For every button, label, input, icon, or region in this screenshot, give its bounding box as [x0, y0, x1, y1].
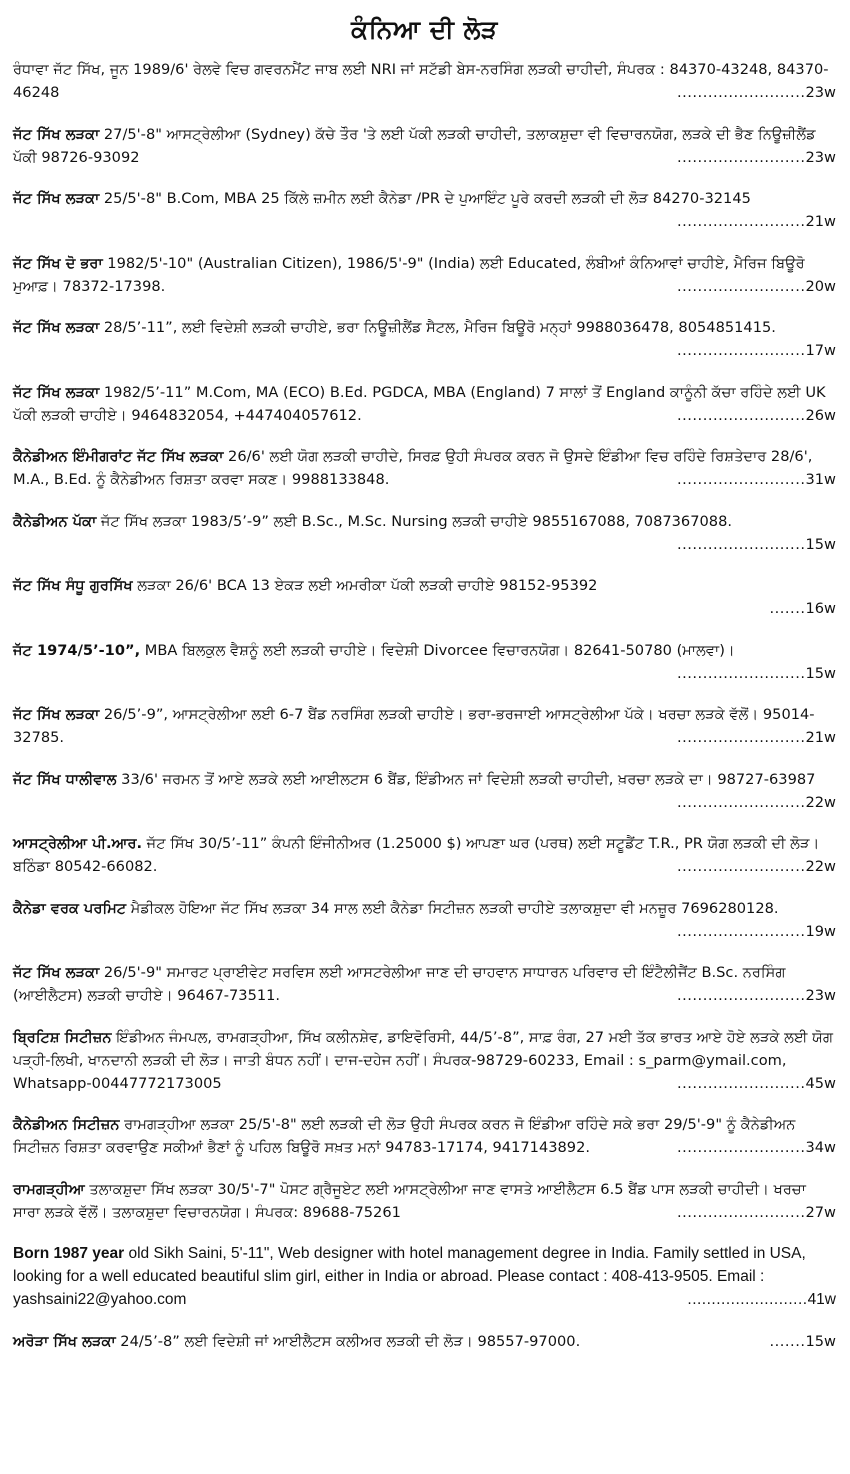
ad-body: MBA ਬਿਲਕੁਲ ਵੈਸ਼ਨੂੰ ਲਈ ਲੜਕੀ ਚਾਹੀਏ। ਵਿਦੇਸ਼ੀ Divorcee ਵਿਚਾਰਨਯੋਗ। 82641-50780 (ਮਾਲਵਾ)।	[140, 641, 735, 659]
ad-text	[13, 513, 732, 553]
ad-text	[13, 190, 751, 230]
ad-lead: ਕੈਨੇਡੀਅਨ ਸਿਟੀਜ਼ਨ	[13, 1116, 120, 1133]
ad-lead: ਬ੍ਰਿਟਿਸ਼ ਸਿਟੀਜ਼ਨ	[13, 1028, 112, 1046]
ad-code	[673, 662, 836, 685]
ad-code-value: 23w	[805, 987, 836, 1004]
ad-body: ਤਲਾਕਸ਼ੁਦਾ ਸਿੱਖ ਲੜਕਾ 30/5'-7" ਪੋਸਟ ਗ੍ਰੈਜੂਏਟ ਲਈ ਆਸਟ੍ਰੇਲੀਆ ਜਾਣ ਵਾਸਤੇ ਆਈਲੈਟਸ 6.5 ਬੈਂਡ ਪਾਸ ਲੜਕੀ ਚਾਹੀਦੀ। ਖਰਚਾ ਸਾਰਾ ਲੜਕੇ ਵੱਲੋਂ। ਤਲਾਕਸ਼ੁਦਾ ਵਿਚਾਰਨਯੋਗ। ਸੰਪਰਕ: 89688-75261	[13, 1180, 806, 1221]
classified-ad	[13, 1242, 836, 1311]
page-title: ਕੰਨਿਆ ਦੀ ਲੋੜ	[351, 15, 498, 44]
classified-ad	[13, 1330, 836, 1353]
ad-code	[673, 468, 836, 491]
classified-ad	[13, 58, 836, 104]
ad-code-value: 21w	[805, 213, 836, 230]
ad-body: 1982/5'-10" (Australian Citizen), 1986/5'-9" (India) ਲਈ Educated, ਲੰਬੀਆਂ ਕੰਨਿਆਵਾਂ ਚਾਹੀਏ, ਮੈਰਿਜ ਬਿਊਰੋ ਮੁਆਫ਼। 78372-17398.	[13, 254, 805, 295]
ad-code-value: 16w	[805, 600, 836, 617]
ad-lead: ਅਰੋੜਾ ਸਿੱਖ ਲੜਕਾ	[13, 1332, 116, 1350]
leader-dots: .........................	[677, 664, 806, 682]
ad-code-value: 45w	[805, 1074, 836, 1092]
ad-lead: ਜੱਟ ਸਿੱਖ ਸੰਧੂ ਗੁਰਸਿੱਖ	[13, 577, 133, 594]
ad-code	[766, 1330, 837, 1353]
ad-code-value: 31w	[805, 471, 836, 488]
ad-body: 26/5’-9”, ਆਸਟ੍ਰੇਲੀਆ ਲਈ 6-7 ਬੈਂਡ ਨਰਸਿੰਗ ਲੜਕੀ ਚਾਹੀਏ। ਭਰਾ-ਭਰਜਾਈ ਆਸਟ੍ਰੇਲੀਆ ਪੱਕੇ। ਖਰਚਾ ਲੜਕੇ ਵੱਲੋਂ। 95014-32785.	[13, 706, 815, 746]
ad-text	[13, 577, 597, 617]
classified-ad	[13, 316, 836, 362]
ad-lead: ਜੱਟ ਸਿੱਖ ਲੜਕਾ	[13, 383, 100, 401]
ad-code-value: 17w	[805, 342, 836, 359]
ad-lead: Born 1987 year	[13, 1245, 125, 1262]
ad-body: ਲੜਕਾ 26/6' BCA 13 ਏਕੜ ਲਈ ਅਮਰੀਕਾ ਪੱਕੀ ਲੜਕੀ ਚਾਹੀਏ 98152-95392	[132, 577, 598, 594]
ad-body: ਜੱਟ ਸਿੱਖ 30/5’-11” ਕੰਪਨੀ ਇੰਜੀਨੀਅਰ (1.25000 $) ਆਪਣਾ ਘਰ (ਪਰਥ) ਲਈ ਸਟੂਡੈਂਟ T.R., PR ਯੋਗ ਲੜਕੀ ਦੀ ਲੋੜ। ਬਠਿੰਡਾ 80542-66082.	[13, 835, 820, 875]
leader-dots: .........................	[677, 729, 806, 746]
ad-code	[673, 146, 836, 169]
ad-body: 24/5’-8” ਲਈ ਵਿਦੇਸ਼ੀ ਜਾਂ ਆਈਲੈਟਸ ਕਲੀਅਰ ਲੜਕੀ ਦੀ ਲੋੜ। 98557-97000.	[115, 1332, 581, 1350]
ad-lead: ਜੱਟ ਸਿੱਖ ਲੜਕਾ	[13, 706, 100, 723]
ad-code	[766, 597, 837, 620]
leader-dots: .......	[769, 1332, 806, 1350]
leader-dots: .........................	[677, 277, 806, 295]
ad-lead: ਜੱਟ ਸਿੱਖ ਦੋ ਭਰਾ	[13, 254, 103, 272]
classified-ad	[13, 123, 836, 169]
ad-code-value: 15w	[805, 535, 836, 553]
ad-body: 26/5'-9" ਸਮਾਰਟ ਪ੍ਰਾਈਵੇਟ ਸਰਵਿਸ ਲਈ ਆਸਟਰੇਲੀਆ ਜਾਣ ਦੀ ਚਾਹਵਾਨ ਸਾਧਾਰਨ ਪਰਿਵਾਰ ਦੀ ਇੰਟੈਲੀਜੈਂਟ B.Sc. ਨਰਸਿੰਗ (ਆਈਲੈਟਸ) ਲੜਕੀ ਚਾਹੀਏ। 96467-73511.	[13, 964, 786, 1004]
ad-code-value: 19w	[805, 922, 836, 940]
ad-lead: ਜੱਟ 1974/5’-10”,	[13, 641, 141, 659]
ad-code	[673, 275, 836, 298]
classified-ad	[13, 639, 836, 685]
classified-ad	[13, 1178, 836, 1224]
classified-ad	[13, 961, 836, 1007]
leader-dots: .........................	[687, 1291, 808, 1308]
ad-body: 27/5'-8" ਆਸਟ੍ਰੇਲੀਆ (Sydney) ਕੱਚੇ ਤੌਰ 'ਤੇ ਲਈ ਪੱਕੀ ਲੜਕੀ ਚਾਹੀਦੀ, ਤਲਾਕਸ਼ੁਦਾ ਵੀ ਵਿਚਾਰਨਯੋਗ, ਲੜਕੇ ਦੀ ਭੈਣ ਨਿਊਜ਼ੀਲੈਂਡ ਪੱਕੀ 98726-93092	[13, 125, 816, 166]
ad-code	[673, 984, 836, 1007]
ad-code	[673, 533, 836, 556]
leader-dots: .........................	[677, 342, 806, 359]
ad-body: ਜੱਟ ਸਿੱਖ ਲੜਕਾ 1983/5’-9” ਲਈ B.Sc., M.Sc. Nursing ਲੜਕੀ ਚਾਹੀਏ 9855167088, 7087367088.	[96, 512, 732, 530]
leader-dots: .........................	[677, 535, 806, 553]
leader-dots: .......	[769, 600, 806, 617]
ad-body: 26/6' ਲਈ ਯੋਗ ਲੜਕੀ ਚਾਹੀਦੇ, ਸਿਰਫ਼ ਉਹੀ ਸੰਪਰਕ ਕਰਨ ਜੋ ਉਸਦੇ ਇੰਡੀਆ ਵਿਚ ਰਹਿੰਦੇ ਰਿਸ਼ਤੇਦਾਰ 28/6', M.A., B.Ed. ਨੂੰ ਕੈਨੇਡੀਅਨ ਰਿਸ਼ਤਾ ਕਰਵਾ ਸਕਣ। 9988133848.	[13, 448, 813, 488]
ad-code-value: 23w	[805, 148, 836, 166]
ad-body: ਇੰਡੀਅਨ ਜੰਮਪਲ, ਰਾਮਗੜ੍ਹੀਆ, ਸਿੱਖ ਕਲੀਨਸ਼ੇਵ, ਡਾਇਵੋਰਿਸੀ, 44/5’-8”, ਸਾਫ਼ ਰੰਗ, 27 ਮਈ ਤੱਕ ਭਾਰਤ ਆਏ ਹੋਏ ਲੜਕੇ ਲਈ ਯੋਗ ਪੜ੍ਹੀ-ਲਿਖੀ, ਖਾਨਦਾਨੀ ਲੜਕੀ ਦੀ ਲੋੜ। ਜਾਤੀ ਬੰਧਨ ਨਹੀਂ। ਦਾਜ-ਦਹੇਜ ਨਹੀਂ। ਸੰਪਰਕ-98729-60233, Email : s_parm@ymail.com, Whatsapp-00447772173005	[13, 1028, 834, 1092]
ad-text	[13, 642, 735, 682]
leader-dots: .........................	[677, 148, 806, 166]
ad-body: ਰਾਮਗੜ੍ਹੀਆ ਲੜਕਾ 25/5'-8" ਲਈ ਲੜਕੀ ਦੀ ਲੋੜ ਉਹੀ ਸੰਪਰਕ ਕਰਨ ਜੋ ਇੰਡੀਆ ਰਹਿੰਦੇ ਸਕੇ ਭਰਾ 29/5'-9" ਨੂੰ ਕੈਨੇਡੀਅਨ ਸਿਟੀਜ਼ਨ ਰਿਸ਼ਤਾ ਕਰਵਾਉਣ ਸਕੀਆਂ ਭੈਣਾਂ ਨੂੰ ਪਹਿਲ ਬਿਊਰੋ ਸਖ਼ਤ ਮਨਾਂ 94783-17174, 9417143892.	[13, 1116, 796, 1156]
ad-lead: ਕੈਨੇਡੀਅਨ ਇੰਮੀਗਰਾਂਟ ਜੱਟ ਸਿੱਖ ਲੜਕਾ	[13, 448, 224, 465]
ad-code-value: 20w	[805, 277, 836, 295]
leader-dots: .........................	[677, 1139, 806, 1156]
ad-code-value: 34w	[805, 1139, 836, 1156]
classified-ad	[13, 768, 836, 814]
ad-code	[673, 210, 836, 233]
ad-code-value: 26w	[805, 406, 836, 424]
ad-body: 33/6' ਜਰਮਨ ਤੋਂ ਆਏ ਲੜਕੇ ਲਈ ਆਈਲਟਸ 6 ਬੈਂਡ, ਇੰਡੀਅਨ ਜਾਂ ਵਿਦੇਸ਼ੀ ਲੜਕੀ ਚਾਹੀਦੀ, ਖ਼ਰਚਾ ਲੜਕੇ ਦਾ। 98727-63987	[116, 770, 816, 788]
ad-code-value: 23w	[805, 84, 836, 101]
ad-code	[673, 920, 836, 943]
classified-ad	[13, 832, 836, 878]
ad-code-value: 15w	[805, 1332, 836, 1350]
classified-ad	[13, 897, 836, 943]
ad-lead: ਕੈਨੇਡੀਅਨ ਪੱਕਾ	[13, 512, 97, 530]
classified-ad	[13, 1026, 836, 1095]
ad-code-value: 21w	[805, 729, 836, 746]
classified-ad	[13, 1113, 836, 1159]
ad-body: old Sikh Saini, 5'-11", Web designer with hotel management degree in India. Family settled in USA, looking for a well educated beautiful slim girl, either in India or abroad. Please contact : 408-413-9505. Email : yashsaini22@yahoo.com	[13, 1245, 806, 1308]
ad-code	[673, 855, 836, 878]
ad-body: 25/5'-8" B.Com, MBA 25 ਕਿੱਲੇ ਜ਼ਮੀਨ ਲਈ ਕੈਨੇਡਾ /PR ਦੇ ਪੁਆਇੰਟ ਪੂਰੇ ਕਰਦੀ ਲੜਕੀ ਦੀ ਲੋੜ 84270-32145	[99, 190, 751, 207]
classified-ad	[13, 252, 836, 298]
leader-dots: .........................	[677, 922, 806, 940]
ad-code	[673, 1201, 836, 1224]
ad-lead: ਜੱਟ ਸਿੱਖ ਲੜਕਾ	[13, 190, 100, 207]
leader-dots: .........................	[677, 987, 806, 1004]
ad-lead: ਜੱਟ ਸਿੱਖ ਲੜਕਾ	[13, 319, 100, 336]
leader-dots: .........................	[677, 793, 806, 811]
ad-code	[683, 1288, 836, 1311]
ads-list	[13, 58, 836, 1353]
ad-lead: ਆਸਟ੍ਰੇਲੀਆ ਪੀ.ਆਰ.	[13, 835, 143, 852]
ad-body: 1982/5’-11” M.Com, MA (ECO) B.Ed. PGDCA, MBA (England) 7 ਸਾਲਾਂ ਤੋਂ England ਕਾਨੂੰਨੀ ਕੱਚਾ ਰਹਿੰਦੇ ਲਈ UK ਪੱਕੀ ਲੜਕੀ ਚਾਹੀਏ। 9464832054, +447404057612.	[13, 383, 826, 424]
classified-ad	[13, 187, 836, 233]
leader-dots: .........................	[677, 471, 806, 488]
leader-dots: .........................	[677, 213, 806, 230]
ad-code-value: 15w	[805, 664, 836, 682]
ad-text	[13, 1333, 820, 1350]
ad-code	[673, 726, 836, 749]
ad-lead: ਜੱਟ ਸਿੱਖ ਲੜਕਾ	[13, 964, 100, 981]
ad-code-value: 22w	[805, 858, 836, 875]
leader-dots: .........................	[677, 1203, 806, 1221]
ad-code-value: 22w	[805, 793, 836, 811]
ad-code	[673, 1072, 836, 1095]
ad-code	[673, 1136, 836, 1159]
ad-code	[673, 791, 836, 814]
ad-code	[673, 339, 836, 362]
classified-ad	[13, 445, 836, 491]
ad-text	[13, 964, 785, 1004]
leader-dots: .........................	[677, 84, 806, 101]
ad-text	[13, 900, 779, 940]
ad-code-value: 41w	[807, 1291, 836, 1308]
leader-dots: .........................	[677, 1074, 806, 1092]
ad-code-value: 27w	[805, 1203, 836, 1221]
ad-code	[673, 81, 836, 104]
ad-body: ਰੰਧਾਵਾ ਜੱਟ ਸਿੱਖ, ਜੂਨ 1989/6' ਰੇਲਵੇ ਵਿਚ ਗਵਰਨਮੈਂਟ ਜਾਬ ਲਈ NRI ਜਾਂ ਸਟੱਡੀ ਬੇਸ-ਨਰਸਿੰਗ ਲੜਕੀ ਚਾਹੀਦੀ, ਸੰਪਰਕ : 84370-43248, 84370-46248	[13, 61, 829, 101]
ad-body: ਮੈਡੀਕਲ ਹੋਇਆ ਜੱਟ ਸਿੱਖ ਲੜਕਾ 34 ਸਾਲ ਲਈ ਕੈਨੇਡਾ ਸਿਟੀਜ਼ਨ ਲੜਕੀ ਚਾਹੀਏ ਤਲਾਕਸ਼ੁਦਾ ਵੀ ਮਨਜ਼ੂਰ 7696280128.	[126, 899, 779, 917]
classified-ad	[13, 510, 836, 556]
leader-dots: .........................	[677, 406, 806, 424]
ad-lead: ਕੈਨੇਡਾ ਵਰਕ ਪਰਮਿਟ	[13, 899, 127, 917]
classified-ad	[13, 703, 836, 749]
classified-ad	[13, 574, 836, 620]
leader-dots: .........................	[677, 858, 806, 875]
ad-lead: ਜੱਟ ਸਿੱਖ ਧਾਲੀਵਾਲ	[13, 770, 117, 788]
ad-lead: ਰਾਮਗੜ੍ਹੀਆ	[13, 1180, 85, 1198]
ad-body: 28/5’-11”, ਲਈ ਵਿਦੇਸ਼ੀ ਲੜਕੀ ਚਾਹੀਏ, ਭਰਾ ਨਿਊਜ਼ੀਲੈਂਡ ਸੈਟਲ, ਮੈਰਿਜ ਬਿਊਰੋ ਮਨ੍ਹਾਂ 9988036478, 8054851415.	[99, 319, 776, 336]
classified-ad	[13, 381, 836, 427]
ad-lead: ਜੱਟ ਸਿੱਖ ਲੜਕਾ	[13, 125, 100, 143]
ad-text	[13, 319, 776, 359]
ad-code	[673, 404, 836, 427]
